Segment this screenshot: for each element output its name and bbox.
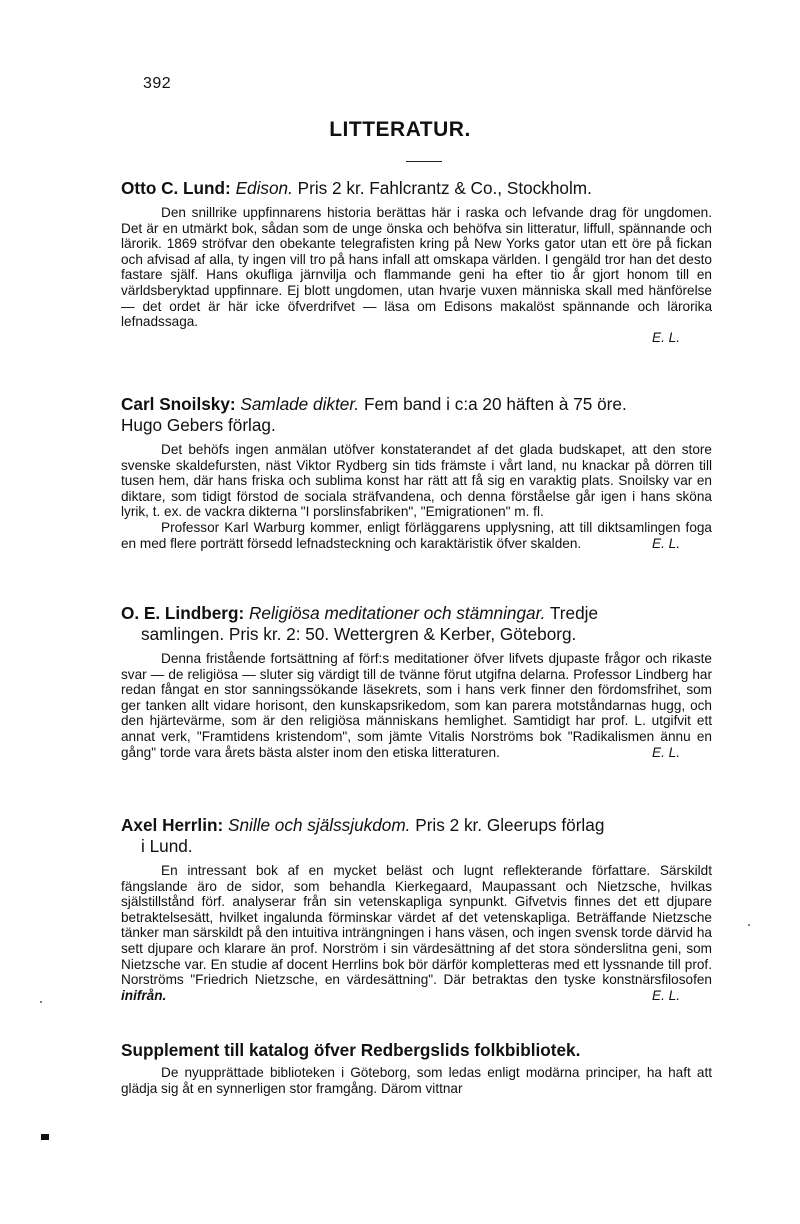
entry-header [121, 178, 712, 199]
speck [748, 924, 750, 926]
entry-author: Carl Snoilsky: [121, 394, 236, 414]
entry-publication: Pris 2 kr. Gleerups förlag [415, 815, 605, 835]
entry-signature: E. L. [652, 987, 680, 1003]
supplement-paragraph: De nyupprättade biblioteken i Göteborg, som ledas enligt modärna principer, ha haft att glädja sig åt en synnerligen stor framgång. Därom vittnar [121, 1065, 712, 1096]
entry-author: Otto C. Lund: [121, 178, 231, 198]
entry-book-title: Snille och själssjukdom. [227, 815, 411, 835]
entry-paragraph [121, 520, 712, 551]
entry-publisher: samlingen. Pris kr. 2: 50. Wettergren & Kerber, Göteborg. [141, 624, 577, 644]
page-number: 392 [143, 75, 172, 92]
entry-book-title: Samlade dikter. [240, 394, 360, 414]
speck [40, 1001, 42, 1003]
entry-paragraph-text: Professor Karl Warburg kommer, enligt förläggarens upplysning, att till diktsamlingen foga en med flere porträtt försedd lefnadsteckning och karaktäristik öfver skalden. [121, 519, 712, 551]
entry-paragraph-text: En intressant bok af en mycket beläst och lugnt reflekterande författare. Särskildt fängslande äro de sidor, som behandla Kierkegaard, Maupassant och Nietzsche, hvilkas själstillstånd förf. analyserar från sin vetenskapliga synpunkt. Gifvetvis finnes det ett djupare betraktelsesätt, hvilket ingalunda förminskar värdet af det vetenskapliga. Beträffande Nietzsche tänker man särskildt på den intuitiva inträngningen i hans väsen, och ingen svensk torde därvid ha sett djupare och klarare än prof. Norström i sin värdesättning af det stora sönderslitna geni, som Nietzsche var. En studie af docent Herrlins bok bör därför kompletteras med ett lyssnande till prof. Norströms "Friedrich Nietzsche, en värdesättning". Där betraktas den tyske konstnärsfilosofen [121, 863, 712, 988]
entry-publisher: Hugo Gebers förlag. [121, 415, 276, 435]
review-entry-edison [121, 178, 712, 345]
margin-mark [41, 1134, 49, 1140]
title-rule [406, 161, 442, 162]
supplement-heading: Supplement till katalog öfver Redbergslids folkbibliotek. [121, 1040, 581, 1060]
entry-paragraph: Det behöfs ingen anmälan utöfver konstaterandet af det glada budskapet, att den store svenske skaldefursten, näst Viktor Rydberg sin tids främste i vårt land, nu knackar på dörren till tusen hem, där hans friska och sublima konst har rätt att få sig en varaktig plats. Snoilsky var en diktare, som tidigt förstod de sociala sträfvandena, och denna förståelse går igen i hans sköna lyrik, t. ex. de vackra dikterna "I porslinsfabriken", "Emigrationen" m. fl. [121, 442, 712, 520]
entry-paragraph: Den snillrike uppfinnarens historia berättas här i raska och lefvande drag för ungdomen. Det är en utmärkt bok, sådan som de unge önska och behöfva sin litteratur, liffull, spännande och lärorik. 1869 ströfvar den obekante telegrafisten kring på New Yorks gator utan ett öre på fickan och afvisad af alla, ty ingen vill tro på hans infall att omskapa världen. I gengäld tror han det desto fastare själf. Hans okufliga järnvilja och flammande geni ha efter tio år gjort honom till en världsberyktad uppfinnare. Ej blott ungdomen, utan hvarje vuxen människa skall med hänförelse — det ordet är här icke öfverdrifvet — läsa om Edisons makalöst spännande och lärorika lefnadssaga. [121, 205, 712, 330]
entry-paragraph [121, 863, 712, 1003]
entry-header [121, 603, 712, 645]
entry-signature: E. L. [652, 744, 680, 760]
supplement-section [121, 1040, 712, 1096]
entry-publication: Fem band i c:a 20 häften à 75 öre. [363, 394, 627, 414]
review-entry-herrlin [121, 815, 712, 1003]
entry-publication: Tredje [549, 603, 599, 623]
entry-author: O. E. Lindberg: [121, 603, 245, 623]
entry-paragraph [121, 651, 712, 760]
entry-book-title: Religiösa meditationer och stämningar. [248, 603, 546, 623]
entry-signature: E. L. [652, 535, 680, 551]
review-entry-snoilsky [121, 394, 712, 551]
entry-header [121, 394, 712, 436]
entry-header [121, 815, 712, 857]
entry-publisher: i Lund. [141, 836, 193, 856]
review-entry-lindberg [121, 603, 712, 760]
entry-paragraph-text: Denna fristående fortsättning af förf:s meditationer öfver lifvets djupaste frågor och rikaste svar — de religiösa — sluter sig värdigt till de tvänne förut utgifna delarna. Professor Lindberg har redan fångat en stor sanningssökande läsekrets, som i hans verk finner den fördomsfrihet, som ger tanken allt vidare horisont, den kunskapsrikedom, som kan parera motståndarnas hugg, och den hjärtevärme, som är den religiösa människans hemlighet. Samtidigt har prof. L. utgifvit ett annat verk, "Framtidens kristendom", som jämte Vitalis Norströms bok "Radikalismen ännu en gång" torde vara årets bästa alster inom den etiska litteraturen. [121, 651, 712, 760]
entry-signature: E. L. [652, 329, 680, 345]
entry-author: Axel Herrlin: [121, 815, 224, 835]
entry-book-title: Edison. [235, 178, 293, 198]
entry-publication: Pris 2 kr. Fahlcrantz & Co., Stockholm. [297, 178, 592, 198]
entry-emphasis: inifrån. [121, 987, 167, 1003]
page-title: LITTERATUR. [329, 118, 471, 141]
